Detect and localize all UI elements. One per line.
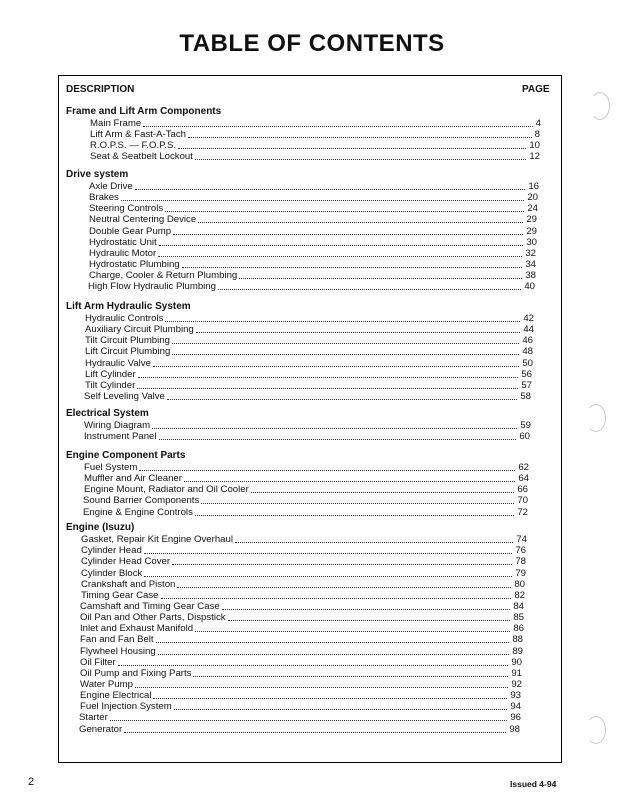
toc-entry [85,358,533,369]
toc-entry [88,281,535,292]
dot-leader [144,553,513,554]
toc-entry-label: Sound Barrier Components [83,495,200,507]
footer-issued-date: Issued 4-94 [510,779,557,789]
toc-entry-label: Lift Cylinder [85,368,136,380]
toc-entry-label: Camshaft and Timing Gear Case [80,600,220,612]
toc-entry-label: Double Gear Pump [89,225,172,237]
toc-entry [85,324,534,335]
section-heading: Engine (Isuzu) [66,522,135,533]
toc-entry [85,313,534,324]
toc-entry-page: 59 [520,420,531,431]
toc-entry-label: Engine Mount, Radiator and Oil Cooler [84,484,249,496]
toc-entry [84,431,530,442]
section-heading: Electrical System [66,408,149,419]
toc-entry-label: Hydraulic Valve [85,357,151,369]
toc-entry-label: Neutral Centering Device [89,214,197,226]
toc-entry-label: Starter [79,712,108,724]
dot-leader [137,388,518,389]
page-title: TABLE OF CONTENTS [179,30,445,57]
toc-entry [80,701,521,712]
toc-entry-label: Flywheel Housing [80,645,156,657]
toc-entry-page: 57 [521,379,532,391]
toc-entry [81,590,525,601]
toc-entry [80,690,521,701]
toc-entry-label: Self Leveling Valve [84,391,165,403]
toc-entry [85,335,533,346]
dot-leader [165,321,520,322]
toc-entry [80,668,522,679]
toc-entry [89,237,537,248]
punch-hole-mark [586,716,606,744]
toc-entry-label: Oil Filter [80,656,116,668]
toc-entry-page: 44 [523,324,534,336]
toc-entry-label: Fan and Fan Belt [80,634,154,646]
toc-entry-label: Wiring Diagram [84,420,151,431]
dot-leader [201,503,514,504]
toc-entry-page: 82 [514,589,525,601]
dot-leader [121,200,524,201]
dot-leader [198,222,523,223]
toc-entry [83,495,528,506]
toc-entry-page: 42 [523,313,534,324]
toc-entry-page: 40 [524,281,535,293]
toc-entry-label: Fuel System [84,462,138,473]
toc-entry [90,140,540,151]
dot-leader [218,289,521,290]
toc-entry-page: 56 [521,368,532,380]
toc-entry-label: Hydraulic Controls [85,313,164,324]
toc-entry-label: Inlet and Exhaust Manifold [80,623,194,635]
toc-entry-page: 24 [527,203,538,215]
toc-entry [89,181,539,192]
toc-entry-label: Engine Electrical [80,690,152,702]
punch-hole-mark [586,404,606,432]
toc-entry-page: 32 [525,247,536,259]
toc-entry [84,391,531,402]
dot-leader [251,492,515,493]
toc-entry-page: 64 [518,473,529,485]
toc-entry-label: Cylinder Block [81,567,143,579]
toc-entry-page: 4 [535,118,541,129]
toc-entry-label: High Flow Hydraulic Plumbing [88,281,216,293]
toc-entry [84,473,529,484]
toc-entry-label: Water Pump [80,679,133,690]
toc-entry-page: 84 [513,600,524,612]
dot-leader [144,576,512,577]
toc-entry-label: Fuel Injection System [80,701,172,713]
dot-leader [156,642,510,643]
dot-leader [182,267,523,268]
toc-entry [89,270,536,281]
toc-entry [80,601,524,612]
dot-leader [195,159,526,160]
toc-entry-page: 30 [526,236,537,248]
dot-leader [177,587,511,588]
toc-entry-label: Lift Arm & Fast-A-Tach [90,129,186,141]
dot-leader [167,399,517,400]
toc-entry [80,634,523,645]
toc-entry [89,214,537,225]
dot-leader [174,709,508,710]
toc-entry-label: Tilt Cylinder [85,379,136,391]
toc-entry-page: 66 [517,484,528,496]
dot-leader [158,654,510,655]
dot-leader [228,620,511,621]
toc-entry-page: 70 [517,495,528,507]
toc-entry-page: 29 [526,214,537,226]
dot-leader [172,564,512,565]
toc-entry [90,151,540,162]
dot-leader [178,148,526,149]
toc-entry-page: 88 [512,634,523,646]
toc-entry-page: 92 [511,679,522,690]
toc-entry-label: Generator [79,723,123,735]
toc-entry-label: Gasket, Repair Kit Engine Overhaul [81,534,233,545]
toc-entry-page: 89 [512,645,523,657]
dot-leader [138,377,519,378]
toc-entry [85,346,533,357]
toc-entry [80,623,524,634]
toc-entry-page: 96 [510,712,521,724]
toc-entry-label: Cylinder Head [81,545,142,557]
toc-entry-label: Hydrostatic Unit [89,236,157,248]
toc-entry [89,248,536,259]
toc-entry-label: Seat & Seatbelt Lockout [90,151,193,163]
toc-entry-label: Hydrostatic Plumbing [89,259,180,271]
section-heading: Drive system [66,169,129,180]
dot-leader [143,126,532,127]
dot-leader [196,332,521,333]
footer-page-number: 2 [28,776,35,788]
toc-entry-page: 29 [526,225,537,237]
dot-leader [222,609,511,610]
toc-entry-label: Brakes [89,192,119,204]
toc-entry [81,534,527,545]
toc-entry [80,646,523,657]
toc-entry [90,129,540,140]
dot-leader [184,481,515,482]
toc-entry-label: Axle Drive [89,181,133,192]
page-header: PAGE [522,84,550,95]
toc-entry [89,259,536,270]
toc-entry [80,657,522,668]
toc-entry [84,420,531,431]
toc-entry-page: 72 [517,506,528,518]
toc-entry [79,724,520,735]
toc-entry [84,484,528,495]
toc-entry-page: 91 [511,667,522,679]
toc-entry-page: 46 [522,335,533,347]
dot-leader [124,732,506,733]
toc-entry-label: Oil Pan and Other Parts, Dispstick [80,612,226,623]
toc-entry-label: Crankshaft and Piston [81,578,176,590]
toc-entry-page: 12 [529,151,540,163]
toc-entry-page: 98 [509,723,520,735]
toc-entry [84,462,529,473]
toc-entry [81,545,526,556]
toc-entry-page: 94 [510,701,521,713]
toc-entry-page: 60 [519,431,530,443]
toc-entry-page: 34 [525,259,536,271]
dot-leader [152,428,517,429]
dot-leader [139,470,515,471]
toc-entry [83,507,528,518]
toc-entry [89,203,538,214]
dot-leader [235,542,513,543]
toc-entry [79,712,521,723]
toc-entry-page: 10 [529,140,540,152]
dot-leader [165,211,524,212]
toc-entry-label: Timing Gear Case [81,589,159,601]
dot-leader [195,515,514,516]
toc-entry-page: 78 [515,556,526,568]
toc-entry [81,556,526,567]
toc-entry-page: 16 [528,181,539,192]
toc-entry-page: 76 [515,545,526,557]
dot-leader [135,687,508,688]
dot-leader [161,598,512,599]
toc-entry-label: Auxiliary Circuit Plumbing [85,324,194,336]
toc-entry-label: Lift Circuit Plumbing [85,346,171,358]
toc-entry-label: Steering Controls [89,203,164,215]
dot-leader [110,720,508,721]
toc-entry [90,118,541,129]
toc-entry-page: 48 [522,346,533,358]
dot-leader [118,665,509,666]
toc-entry [85,369,532,380]
toc-entry-label: R.O.P.S. — F.O.P.S. [90,140,177,152]
toc-entry-label: Tilt Circuit Plumbing [85,335,170,347]
toc-entry [80,679,522,690]
dot-leader [172,354,519,355]
toc-entry-page: 93 [510,690,521,702]
toc-entry-page: 58 [520,391,531,403]
toc-entry-page: 8 [534,129,540,141]
toc-entry-label: Engine & Engine Controls [83,506,193,518]
toc-entry-page: 50 [522,357,533,369]
toc-entry-label: Muffler and Air Cleaner [84,473,182,485]
description-header: DESCRIPTION [66,84,135,95]
dot-leader [193,676,508,677]
toc-entry [80,612,524,623]
dot-leader [195,631,510,632]
toc-entry-page: 80 [514,578,525,590]
punch-hole-mark [590,92,610,120]
toc-entry-label: Oil Pump and Fixing Parts [80,667,192,679]
toc-entry-page: 86 [513,623,524,635]
section-heading: Lift Arm Hydraulic System [66,301,191,312]
toc-entry [81,579,525,590]
section-heading: Frame and Lift Arm Components [66,106,222,117]
toc-entry-page: 38 [525,270,536,282]
section-heading: Engine Component Parts [66,450,186,461]
toc-entry-page: 62 [518,462,529,473]
dot-leader [158,256,522,257]
toc-entry-page: 90 [511,656,522,668]
dot-leader [159,439,517,440]
dot-leader [153,698,507,699]
toc-entry-page: 85 [513,612,524,623]
dot-leader [188,137,532,138]
dot-leader [239,278,522,279]
toc-entry-label: Instrument Panel [84,431,157,443]
dot-leader [135,189,526,190]
toc-entry [89,192,538,203]
toc-entry [89,226,537,237]
toc-entry-page: 79 [515,567,526,579]
dot-leader [172,343,519,344]
toc-entry-page: 74 [516,534,527,545]
toc-entry-label: Hydraulic Motor [89,247,157,259]
toc-entry-label: Main Frame [90,118,142,129]
dot-leader [159,245,524,246]
toc-entry-label: Cylinder Head Cover [81,556,171,568]
dot-leader [153,366,519,367]
toc-entry [85,380,532,391]
toc-entry-label: Charge, Cooler & Return Plumbing [89,270,238,282]
toc-entry [81,568,526,579]
dot-leader [173,234,523,235]
toc-entry-page: 20 [527,192,538,204]
